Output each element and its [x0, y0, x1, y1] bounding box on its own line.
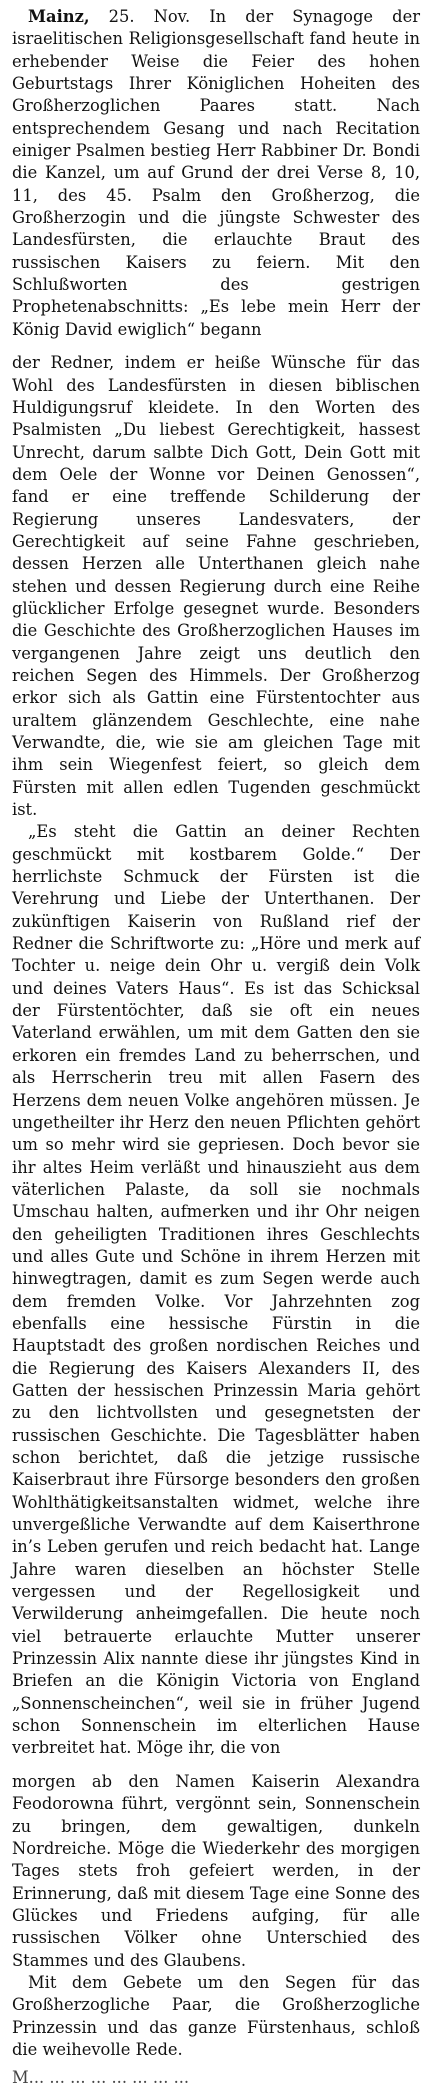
cut-off-line: M... ... ... ... ... ... ... ...	[12, 2068, 190, 2088]
newspaper-article	[12, 6, 420, 2088]
paragraph-2: der Redner, indem er heiße Wünsche für das Wohl des Landesfürsten in diesen biblischen Huldigungsruf kleidete. In den Worten des Psalmisten „Du liebest Gerechtigkeit, hassest Unrecht, darum salbte Dich Gott, Dein Gott mit dem Oele der Wonne vor Deinen Genossen“, fand er eine treffende Schilderung der Regierung unseres Landesvaters, der Gerechtigkeit auf seine Fahne geschrieben, dessen Herzen alle Unterthanen gleich nahe stehen und dessen Regierung durch eine Reihe glücklicher Erfolge gesegnet wurde. Besonders die Geschichte des Großherzoglichen Hauses im vergangenen Jahre zeigt uns deutlich den reichen Segen des Himmels. Der Großherzog erkor sich als Gattin eine Fürstentochter aus uraltem glänzendem Geschlechte, eine nahe Verwandte, die, wie sie am gleichen Tage mit ihm sein Wiegenfest feiert, so gleich dem Fürsten mit allen edlen Tugenden geschmückt ist.	[12, 353, 420, 820]
paragraph-intro	[12, 6, 420, 341]
paragraph-5: Mit dem Gebete um den Segen für das Großherzogliche Paar, die Großherzogliche Prinzessin und das ganze Fürstenhaus, schloß die weihevolle Rede.	[12, 1972, 420, 2059]
paragraph-3: „Es steht die Gattin an deiner Rechten geschmückt mit kostbarem Golde.“ Der herrlichste Schmuck der Fürsten ist die Verehrung und Liebe der Unterthanen. Der zukünftigen Kaiserin von Rußland rief der Redner die Schriftworte zu: „Höre und merk auf Tochter u. neige dein Ohr u. vergiß dein Volk und deines Vaters Haus“. Es ist das Schicksal der Fürstentöchter, daß sie oft ein neues Vaterland erwählen, um mit dem Gatten den sie erkoren ein fremdes Land zu beherrschen, und als Herrscherin treu mit allen Fasern des Herzens dem neuen Volke angehören müssen. Je ungetheilter ihr Herz den neuen Pflichten gehört um so mehr wird sie gepriesen. Doch bevor sie ihr altes Heim verläßt und hinauszieht aus dem väterlichen Palaste, da soll sie nochmals Umschau halten, aufmerken und ihr Ohr neigen den geheiligten Traditionen ihres Geschlechts und alles Gute und Schöne in ihrem Herzen mit hinwegtragen, damit es zum Segen werde auch dem fremden Volke. Vor Jahrzehnten zog ebenfalls eine hessische Fürstin in die Hauptstadt des großen nordischen Reiches und die Regierung des Kaisers Alexanders II, des Gatten der hessischen Prinzessin Maria gehört zu den lichtvollsten und gesegnetsten der russischen Geschichte. Die Tagesblätter haben schon berichtet, daß die jetzige russische Kaiserbraut ihre Fürsorge besonders den großen Wohlthätigkeitsanstalten widmet, welche ihre unvergeßliche Verwandte auf dem Kaiserthrone in’s Leben gerufen und reich bedacht hat. Lange Jahre waren dieselben an höchster Stelle vergessen und der Regellosigkeit und Verwilderung anheimgefallen. Die heute noch viel betrauerte erlauchte Mutter unserer Prinzessin Alix nannte diese ihr jüngstes Kind in Briefen an die Königin Victoria von England „Sonnenscheinchen“, weil sie in früher Jugend schon Sonnenschein im elterlichen Hause verbreitet hat. Möge ihr, die von	[12, 822, 420, 1758]
paragraph-4: morgen ab den Namen Kaiserin Alexandra Feodorowna führt, vergönnt sein, Sonnenschein zu bringen, dem gewaltigen, dunkeln Nordreiche. Möge die Wiederkehr des morgigen Tages stets froh gefeiert werden, in der Erinnerung, daß mit diesem Tage eine Sonne des Glückes und Friedens aufging, für alle russischen Völker ohne Unterschied des Stammes und des Glaubens.	[12, 1771, 420, 1970]
dateline-place: Mainz,	[28, 7, 90, 26]
intro-text: 25. Nov. In der Synagoge der israelitischen Religionsgesellschaft fand heute in erhebender Weise die Feier des hohen Geburtstags Ihrer Königlichen Hoheiten des Großherzoglichen Paares statt. Nach entsprechendem Gesang und nach Recitation einiger Psalmen bestieg Herr Rabbiner Dr. Bondi die Kanzel, um auf Grund der drei Verse 8, 10, 11, des 45. Psalm den Großherzog, die Großherzogin und die jüngste Schwester des Landesfürsten, die erlauchte Braut des russischen Kaisers zu feiern. Mit den Schlußworten des gestrigen Prophetenabschnitts: „Es lebe mein Herr der König David ewiglich“ begann	[12, 7, 420, 339]
